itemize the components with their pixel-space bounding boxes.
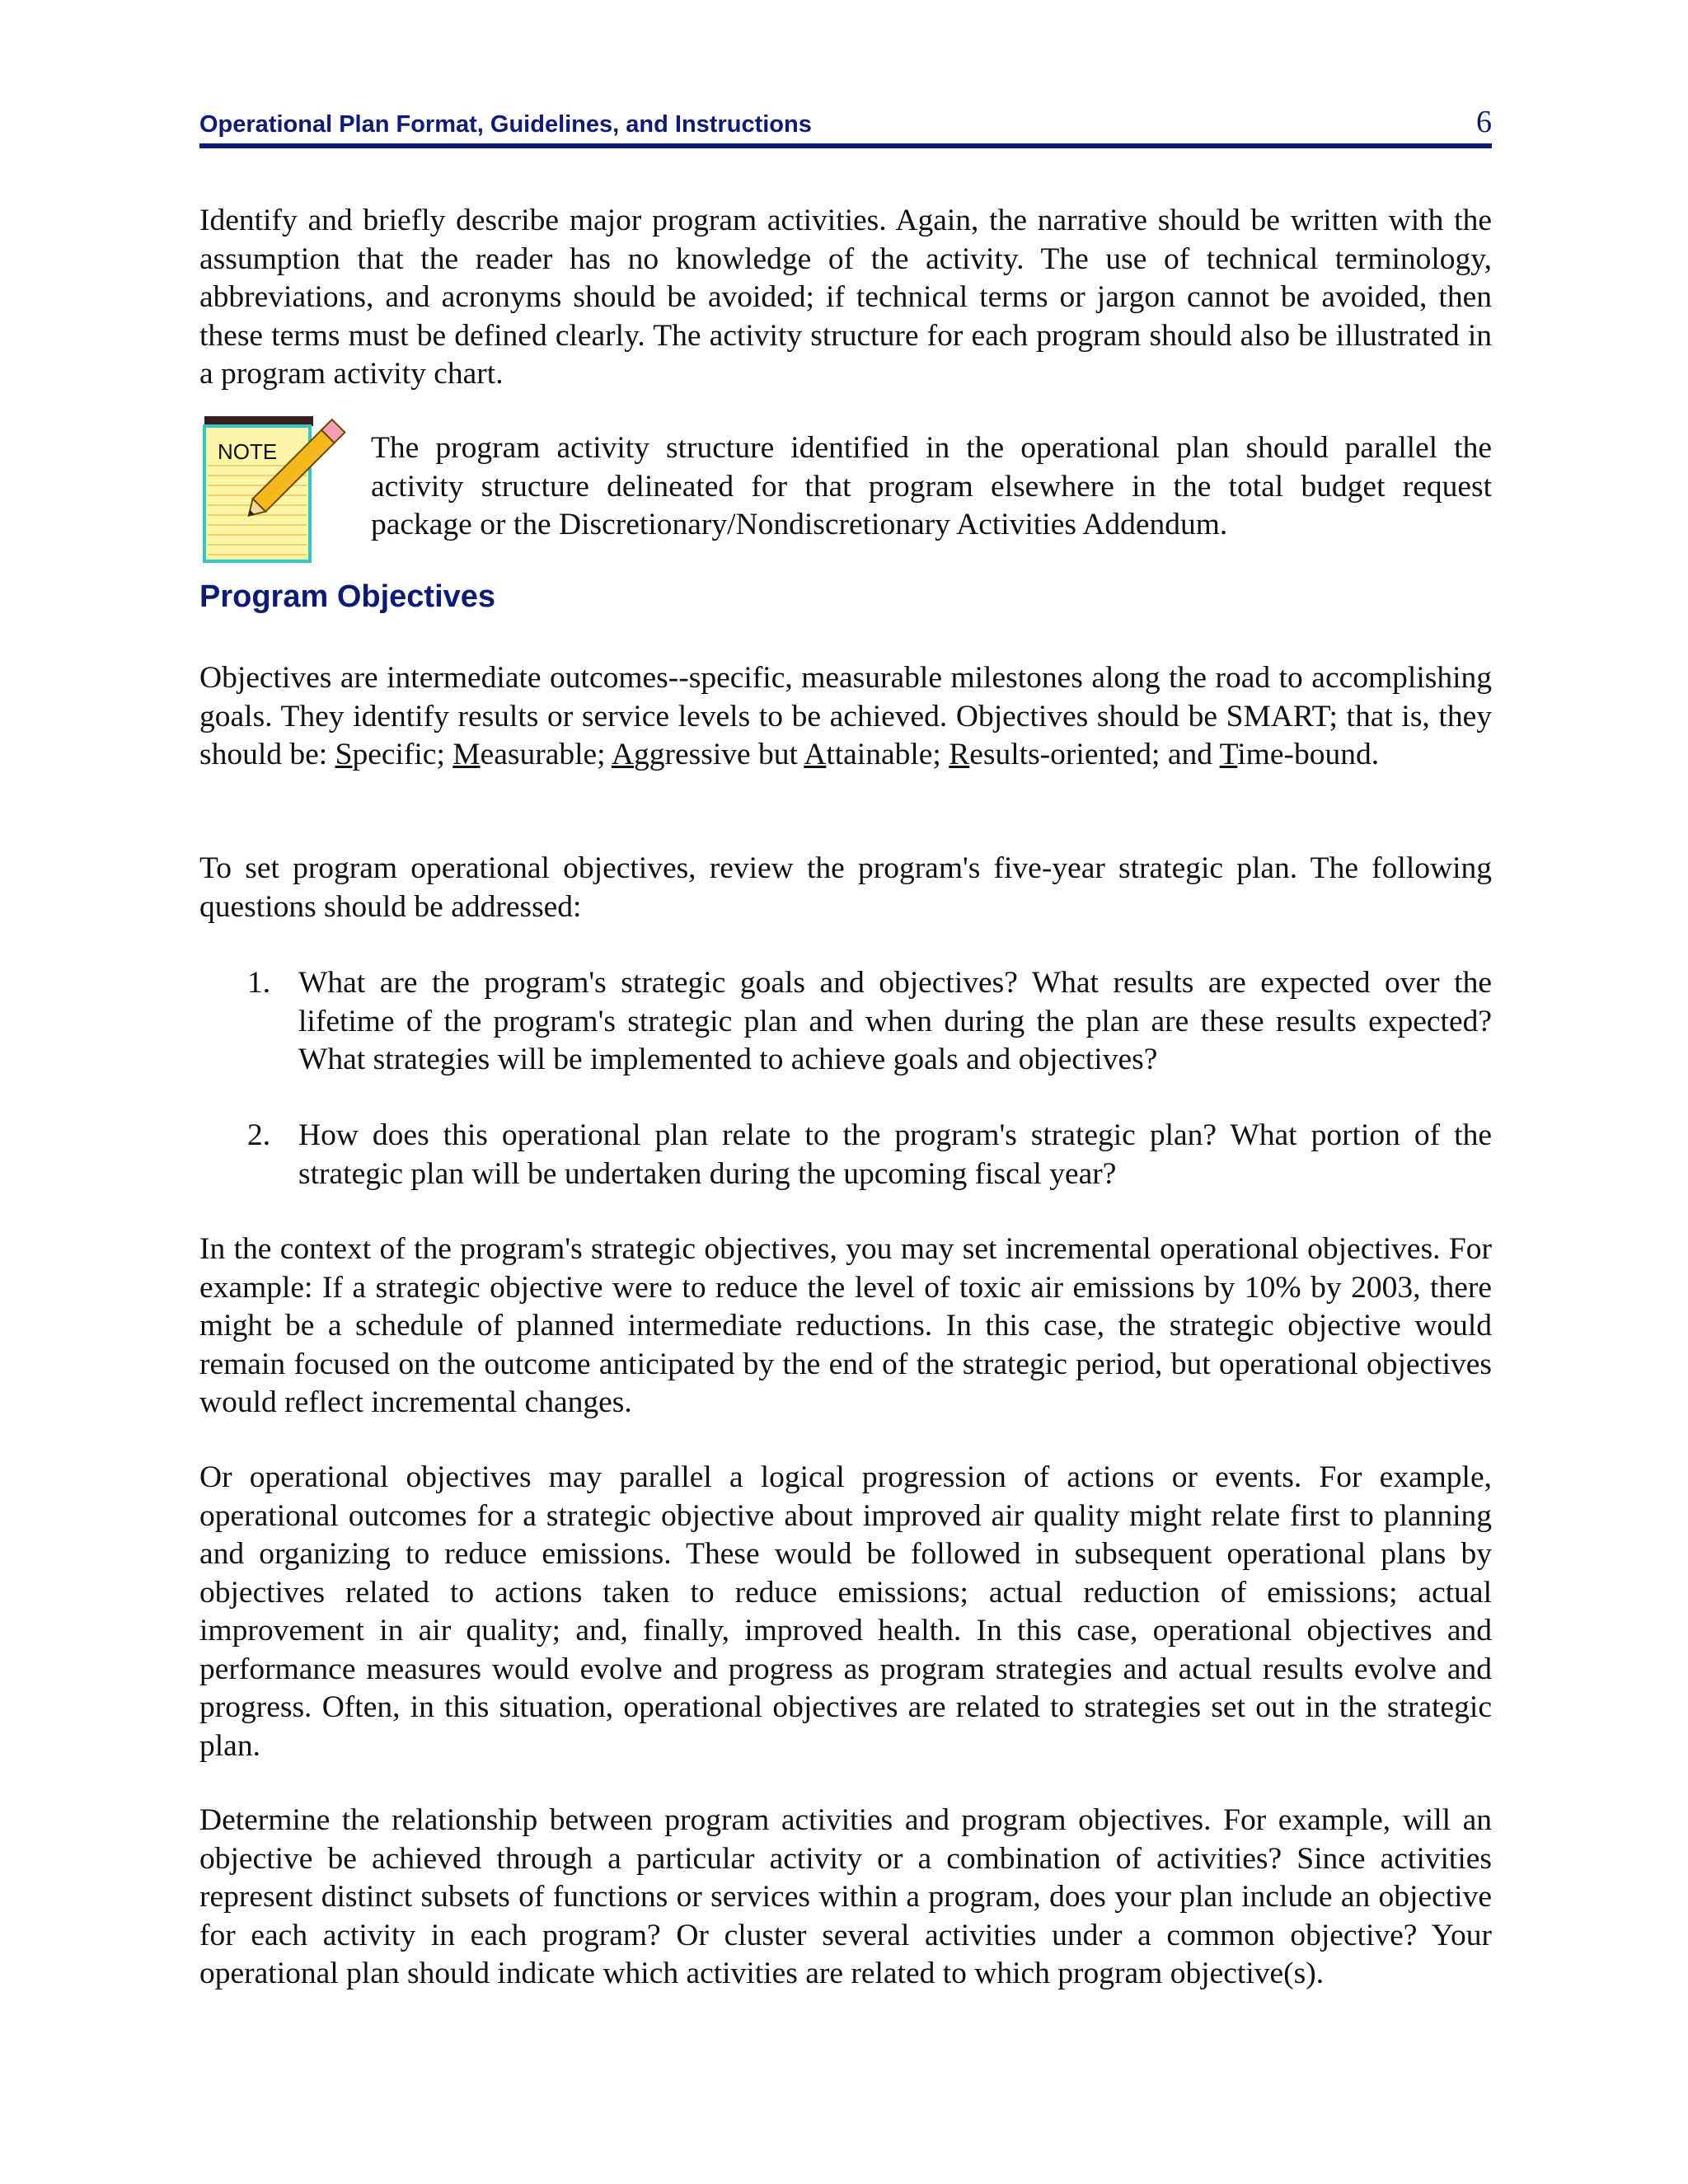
context-paragraph: In the context of the program's strategic objectives, you may set incremental operational objectives. For example: If a strategic objective were to reduce the level of toxic air emissions by 10% by 2003, there might be a schedule of planned intermediate reductions. In this case, the strategic objective would remain focused on the outcome anticipated by the end of the strategic period, but operational objectives would reflect incremental changes. [199, 1232, 1492, 1419]
smart-paragraph: Objectives are intermediate outcomes--specific, measurable milestones along the road to accomplishing goals. They identify results or service levels to be achieved. Objectives should be SMART; that is, they should be: Specific; Measurable; Aggressive but Attainable; Results-oriented; and Time-bound. [199, 661, 1492, 771]
relationship-paragraph: Determine the relationship between program activities and program objectives. For example, will an objective be achieved through a particular activity or a combination of activities? Since activities represent distinct subsets of functions or services within a program, does your plan include an objective for each activity in each program? Or cluster several activities under a common objective? Your operational plan should indicate which activities are related to which program objective(s). [199, 1803, 1492, 1990]
section-heading-program-objectives: Program Objectives [199, 579, 496, 614]
list-text: What are the program's strategic goals and objectives? What results are expected over the lifetime of the program's strategic plan and when during the plan are these results expected? What strategies will be implemented to achieve goals and objectives? [298, 966, 1492, 1076]
list-number: 1. [247, 966, 271, 1000]
header-title: Operational Plan Format, Guidelines, and Instructions [199, 111, 812, 138]
list-text: How does this operational plan relate to the program's strategic plan? What portion of the strategic plan will be undertaken during the upcoming fiscal year? [298, 1118, 1492, 1191]
progression-paragraph: Or operational objectives may parallel a logical progression of actions or events. For example, operational outcomes for a strategic objective about improved air quality might relate first to planning and organizing to reduce emissions. These would be followed in subsequent operational plans by objectives related to actions taken to reduce emissions; actual reduction of emissions; actual improvement in air quality; and, finally, improved health. In this case, operational objectives and performance measures would evolve and progress as program strategies and actual results evolve and progress. Often, in this situation, operational objectives are related to strategies set out in the strategic plan. [199, 1460, 1492, 1763]
list-number: 2. [247, 1118, 271, 1152]
note-pad-pencil-icon [203, 416, 351, 563]
page-header [199, 97, 1492, 148]
note-label: NOTE [218, 439, 278, 464]
intro-paragraph: Identify and briefly describe major program activities. Again, the narrative should be written with the assumption that the reader has no knowledge of the activity. The use of technical terminology, abbreviations, and acronyms should be avoided; if technical terms or jargon cannot be avoided, then these terms must be defined clearly. The activity structure for each program should also be illustrated in a program activity chart. [199, 204, 1492, 391]
review-paragraph: To set program operational objectives, review the program's five-year strategic plan. The following questions should be addressed: [199, 851, 1492, 924]
note-text: The program activity structure identified in the operational plan should parallel the activity structure delineated for that program elsewhere in the total budget request package or the Discretionary/Nondiscretionary Activities Addendum. [371, 431, 1492, 541]
page-number: 6 [1476, 105, 1492, 139]
